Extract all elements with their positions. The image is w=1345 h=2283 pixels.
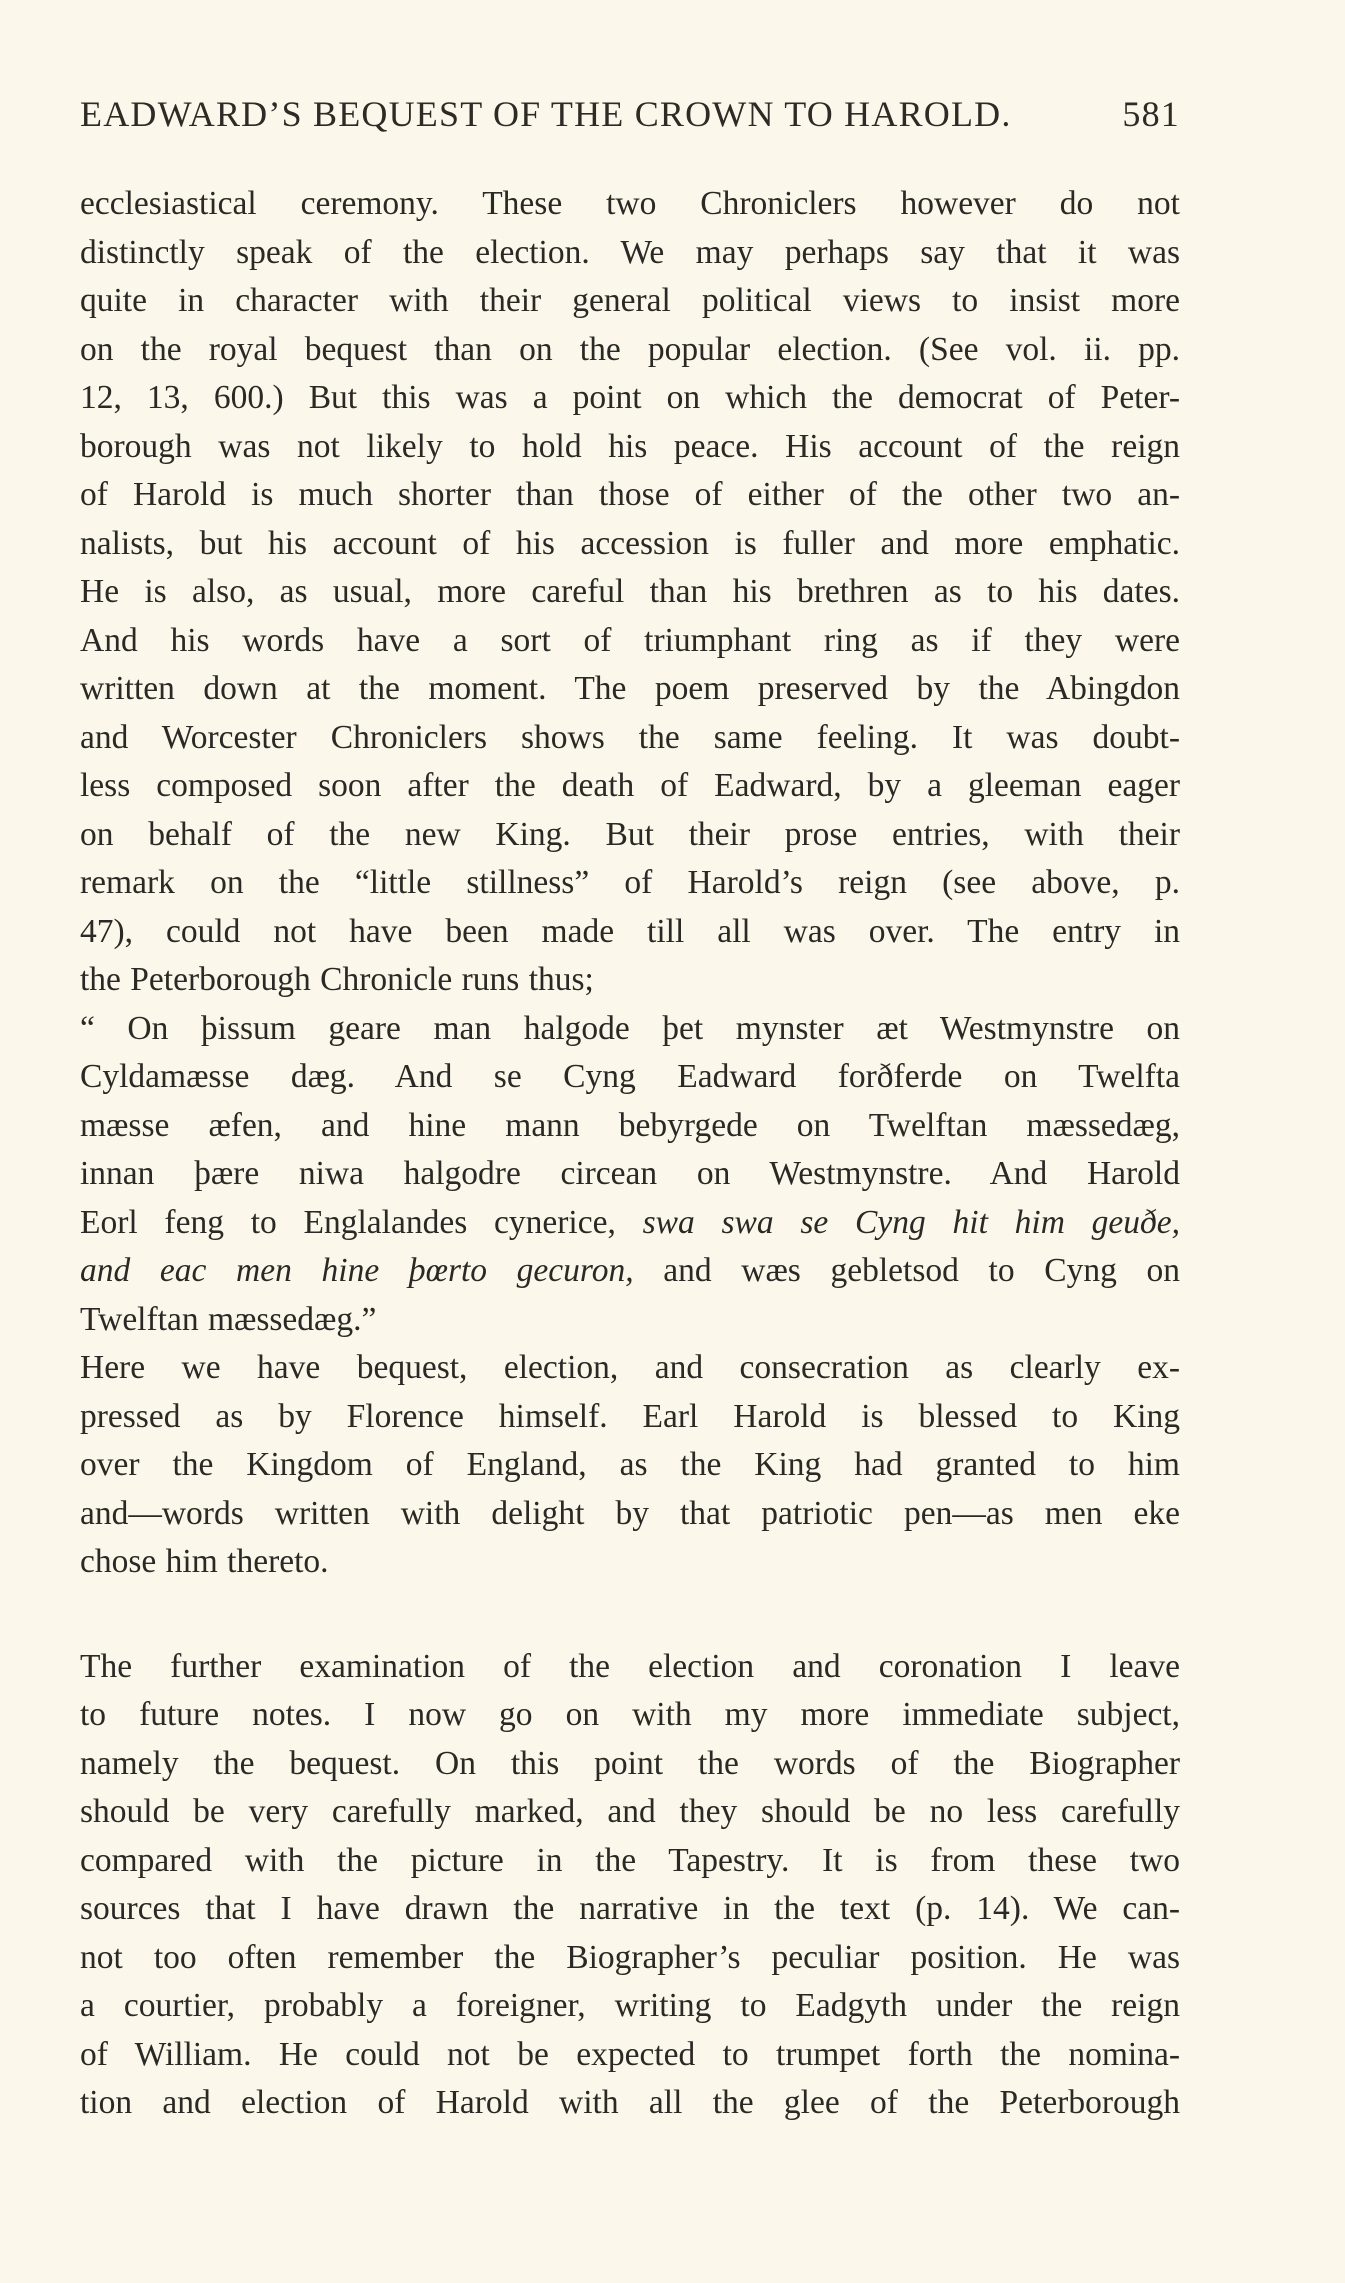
text-line: quite in character with their general political views to insist more [80,282,1180,319]
body-text [80,180,1180,2128]
text-line: the Peterborough Chronicle runs thus; [80,961,594,998]
quote-line: Cyldamæsse dæg. And se Cyng Eadward forðferde on Twelfta [80,1058,1180,1095]
running-head [80,92,1180,136]
text-line: of Harold is much shorter than those of either of the other two an- [80,476,1180,513]
text-line: less composed soon after the death of Eadward, by a gleeman eager [80,767,1180,804]
text-line: ecclesiastical ceremony. These two Chroniclers however do not [80,185,1180,222]
text-line: 12, 13, 600.) But this was a point on which the democrat of Peter- [80,379,1180,416]
quote-text: and wæs gebletsod to Cyng on [663,1252,1180,1289]
quote-italic-text: and eac men hine [80,1252,380,1289]
text-line: a courtier, probably a foreigner, writing to Eadgyth under the reign [80,1987,1180,2024]
quote-italic-text: þœrto gecuron, [408,1252,634,1289]
paragraph-2 [80,1344,1180,1587]
quote-line [80,1199,1180,1248]
text-line: tion and election of Harold with all the glee of the Peterborough [80,2084,1180,2121]
text-line: and Worcester Chroniclers shows the same feeling. It was doubt- [80,718,1180,756]
text-line: written down at the moment. The poem preserved by the Abingdon [80,670,1180,707]
text-line: to future notes. I now go on with my more immediate subject, [80,1696,1180,1733]
text-line: of William. He could not be expected to trumpet forth the nomina- [80,2035,1180,2073]
text-line: should be very carefully marked, and they should be no less carefully [80,1793,1180,1830]
text-line: remark on the “little stillness” of Harold’s reign (see above, p. [80,864,1180,901]
book-page [80,92,1180,2128]
paragraph-1 [80,180,1180,1005]
quote-line: mæsse æfen, and hine mann bebyrgede on Twelftan mæssedæg, [80,1106,1180,1144]
text-line: namely the bequest. On this point the words of the Biographer [80,1744,1180,1782]
text-line: borough was not likely to hold his peace. His account of the reign [80,427,1180,465]
text-line: over the Kingdom of England, as the King had granted to him [80,1446,1180,1483]
text-line: chose him thereto. [80,1543,329,1580]
text-line: sources that I have drawn the narrative in the text (p. 14). We can- [80,1890,1180,1927]
quote-line [80,1247,1180,1296]
quote-text: Eorl feng to Englalandes cynerice, [80,1203,616,1241]
chronicle-quotation [80,1005,1180,1345]
quote-line: Twelftan mæssedæg.” [80,1300,377,1338]
quote-italic-text: swa swa se Cyng hit him geuðe, [642,1203,1181,1241]
text-line: pressed as by Florence himself. Earl Harold is blessed to King [80,1397,1180,1435]
text-line: He is also, as usual, more careful than his brethren as to his dates. [80,573,1180,610]
text-line: compared with the picture in the Tapestry. It is from these two [80,1841,1180,1879]
text-line: distinctly speak of the election. We may perhaps say that it was [80,233,1180,271]
text-line: The further examination of the election and coronation I leave [80,1647,1180,1685]
quote-line: “ On þissum geare man halgode þet mynster æt Westmynstre on [80,1009,1180,1047]
paragraph-3 [80,1643,1180,2128]
quote-line: innan þære niwa halgodre circean on Westmynstre. And Harold [80,1155,1180,1192]
text-line: Here we have bequest, election, and consecration as clearly ex- [80,1349,1180,1386]
text-line: And his words have a sort of triumphant ring as if they were [80,621,1180,659]
paragraph-gap [80,1587,1180,1643]
text-line: not too often remember the Biographer’s peculiar position. He was [80,1938,1180,1976]
text-line: and—words written with delight by that patriotic pen—as men eke [80,1494,1180,1532]
page-number: 581 [1122,94,1180,134]
text-line: on behalf of the new King. But their prose entries, with their [80,815,1180,853]
text-line: nalists, but his account of his accession is fuller and more emphatic. [80,524,1180,562]
running-head-title: EADWARD’S BEQUEST OF THE CROWN TO HAROLD. [80,94,1012,134]
text-line: 47), could not have been made till all was over. The entry in [80,912,1180,950]
text-line: on the royal bequest than on the popular election. (See vol. ii. pp. [80,330,1180,368]
